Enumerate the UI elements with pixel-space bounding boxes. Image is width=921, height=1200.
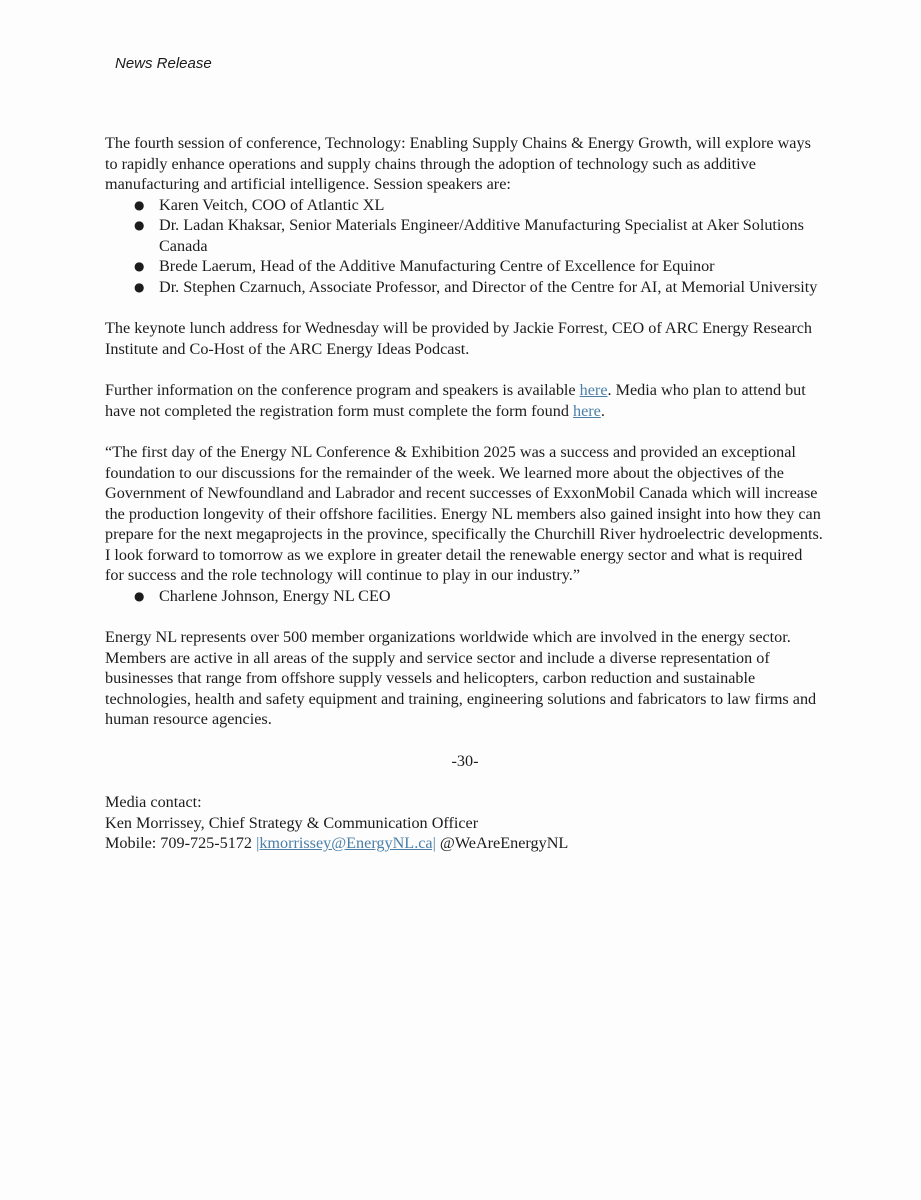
bullet-icon: ● [134, 218, 145, 232]
list-item: ● Dr. Stephen Czarnuch, Associate Professor, and Director of the Centre for AI, at Memorial University [134, 277, 818, 296]
list-item [105, 586, 825, 607]
bullet-icon: ● [134, 279, 145, 294]
quote-attribution: Charlene Johnson, Energy NL CEO [159, 586, 391, 605]
quote-paragraph: “The first day of the Energy NL Conference & Exhibition 2025 was a success and provided an exceptional foundation to our discussions for the remainder of the week. We learned more about the objectives of the Government of Newfoundland and Labrador and recent successes of ExxonMobil Canada which will increase the production longevity of their offshore facilities. Energy NL members also gained insight into how they can prepare for the next megaprojects in the province, specifically the Churchill River hydroelectric developments. I look forward to tomorrow as we explore in greater detail the renewable energy sector and what is required for success and the role technology will continue to play in our industry.” [105, 443, 823, 584]
speaker-list [105, 195, 825, 298]
document-body [105, 133, 825, 854]
contact-line: Mobile: 709-725-5172 |kmorrissey@EnergyNL.ca| @WeAreEnergyNL [105, 834, 569, 852]
bullet-icon: ● [134, 588, 145, 603]
attribution-list [105, 586, 825, 607]
end-marker: -30- [451, 751, 479, 770]
program-link[interactable]: here [579, 381, 608, 399]
about-paragraph: Energy NL represents over 500 member organizations worldwide which are involved in the energy sector. Members are active in all areas of the supply and service sector and include a diverse representation of businesses that range from offshore supply vessels and helicopters, carbon reduction and sustainable technologies, health and safety equipment and training, engineering solutions and fabricators to law firms and human resource agencies. [105, 628, 817, 728]
email-link[interactable]: |kmorrissey@EnergyNL.ca| [256, 834, 436, 852]
further-info-paragraph: Further information on the conference program and speakers is available here. Media who plan to attend but have not completed the registration form must complete the form found here. [105, 381, 806, 420]
news-release-header: News Release [115, 55, 212, 72]
keynote-paragraph: The keynote lunch address for Wednesday will be provided by Jackie Forrest, CEO of ARC Energy Research Institute and Co-Host of the ARC Energy Ideas Podcast. [105, 319, 813, 358]
contact-label: Media contact: [105, 793, 202, 811]
list-item: ● Karen Veitch, COO of Atlantic XL [134, 195, 385, 214]
registration-form-link[interactable]: here [572, 401, 601, 420]
contact-name: Ken Morrissey, Chief Strategy & Communication Officer [105, 813, 479, 832]
bullet-icon: ● [134, 197, 145, 212]
social-handle: @WeAreEnergyNL [435, 834, 569, 852]
list-item: ● Brede Laerum, Head of the Additive Manufacturing Centre of Excellence for Equinor [134, 257, 715, 275]
list-item: ● Dr. Ladan Khaksar, Senior Materials Engineer/Additive Manufacturing Specialist at Aker Solutions Canada [134, 216, 804, 255]
bullet-icon: ● [134, 259, 145, 273]
session-intro-paragraph: The fourth session of conference, Technology: Enabling Supply Chains & Energy Growth, will explore ways to rapidly enhance operations and supply chains through the adoption of technology such as additive manufacturing and artificial intelligence. Session speakers are: [105, 134, 811, 193]
